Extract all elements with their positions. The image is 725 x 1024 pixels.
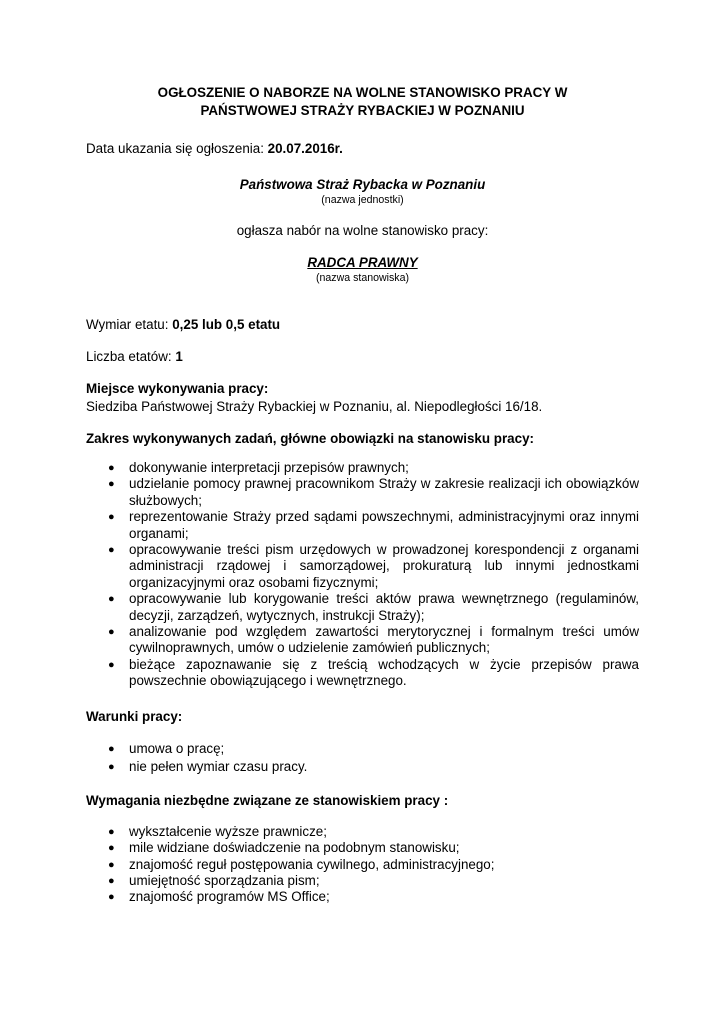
list-item: ● dokonywanie interpretacji przepisów prawnych; <box>108 460 409 475</box>
count-label: Liczba etatów: <box>86 349 176 364</box>
bullet-icon: ● <box>108 462 115 474</box>
list-item: ● udzielanie pomocy prawnej pracownikom Straży w zakresie realizacji ich obowiązków służbowych; <box>108 476 639 508</box>
list-item: ● znajomość reguł postępowania cywilnego, administracyjnego; <box>108 856 495 872</box>
list-item: ● nie pełen wymiar czasu pracy. <box>108 758 308 774</box>
count-value: 1 <box>175 349 183 364</box>
list-item: ● opracowywanie treści pism urzędowych w prowadzonej korespondencji z organami administracji rządowej i samorządowej, prokuraturą lub innymi jednostkami organizacyjnymi oraz osobami fizycznymi; <box>108 542 639 590</box>
bullet-icon: ● <box>108 825 115 838</box>
bullet-icon: ● <box>108 858 115 871</box>
bullet-icon: ● <box>108 891 115 904</box>
bullet-icon: ● <box>108 626 115 639</box>
conditions-list <box>86 740 639 776</box>
etat-value: 0,25 lub 0,5 etatu <box>172 317 281 332</box>
date-label: Data ukazania się ogłoszenia: <box>86 141 268 156</box>
list-item: ● reprezentowanie Straży przed sądami powszechnymi, administracyjnymi oraz innymi organami; <box>108 509 639 541</box>
bullet-icon: ● <box>108 742 115 755</box>
position-note: (nazwa stanowiska) <box>315 272 410 284</box>
list-item: ● umowa o pracę; <box>108 740 225 756</box>
requirements-list <box>86 824 639 906</box>
duties-heading: Zakres wykonywanych zadań, główne obowiązki na stanowisku pracy: <box>86 431 534 446</box>
bullet-icon: ● <box>108 874 115 887</box>
conditions-heading: Warunki pracy: <box>86 708 183 724</box>
bullet-icon: ● <box>108 593 115 606</box>
bullet-icon: ● <box>108 842 115 855</box>
duties-list <box>86 460 639 690</box>
bullet-icon: ● <box>108 658 115 671</box>
list-item: ● wykształcenie wyższe prawnicze; <box>108 823 327 839</box>
list-item: ● opracowywanie lub korygowanie treści aktów prawa wewnętrznego (regulaminów, decyzji, zarządzeń, wytycznych, instrukcji Straży); <box>108 591 639 623</box>
unit-name: Państwowa Straż Rybacka w Poznaniu <box>239 177 486 192</box>
position-name: RADCA PRAWNY <box>307 255 418 270</box>
list-item: ● bieżące zapoznawanie się z treścią wchodzących w życie przepisów prawa powszechnie obowiązującego i wewnętrznego. <box>108 656 639 689</box>
unit-note: (nazwa jednostki) <box>321 194 404 206</box>
title-line-2: PAŃSTWOWEJ STRAŻY RYBACKIEJ W POZNANIU <box>200 103 525 118</box>
requirements-heading: Wymagania niezbędne związane ze stanowiskiem pracy : <box>86 792 449 808</box>
count-line <box>86 348 639 366</box>
bullet-icon: ● <box>108 544 115 557</box>
publication-date <box>86 140 639 158</box>
list-item: ● mile widziane doświadczenie na podobnym stanowisku; <box>108 840 460 856</box>
bullet-icon: ● <box>108 478 115 491</box>
place-text: Siedziba Państwowej Straży Rybackiej w Poznaniu, al. Niepodległości 16/18. <box>86 399 543 414</box>
etat-line <box>86 316 639 334</box>
date-value: 20.07.2016r. <box>267 141 343 156</box>
list-item: ● znajomość programów MS Office; <box>108 889 330 905</box>
list-item: ● umiejętność sporządzania pism; <box>108 872 320 888</box>
title-line-1: OGŁOSZENIE O NABORZE NA WOLNE STANOWISKO PRACY W <box>157 85 568 100</box>
bullet-icon: ● <box>108 511 115 524</box>
place-heading: Miejsce wykonywania pracy: <box>86 381 269 396</box>
etat-label: Wymiar etatu: <box>86 317 173 332</box>
list-item: ● analizowanie pod względem zawartości merytorycznej i formalnym treści umów cywilnoprawnych, umów o udzielenie zamówień publicznych; <box>108 624 639 656</box>
announces-text: ogłasza nabór na wolne stanowisko pracy: <box>236 223 489 238</box>
bullet-icon: ● <box>108 760 115 773</box>
